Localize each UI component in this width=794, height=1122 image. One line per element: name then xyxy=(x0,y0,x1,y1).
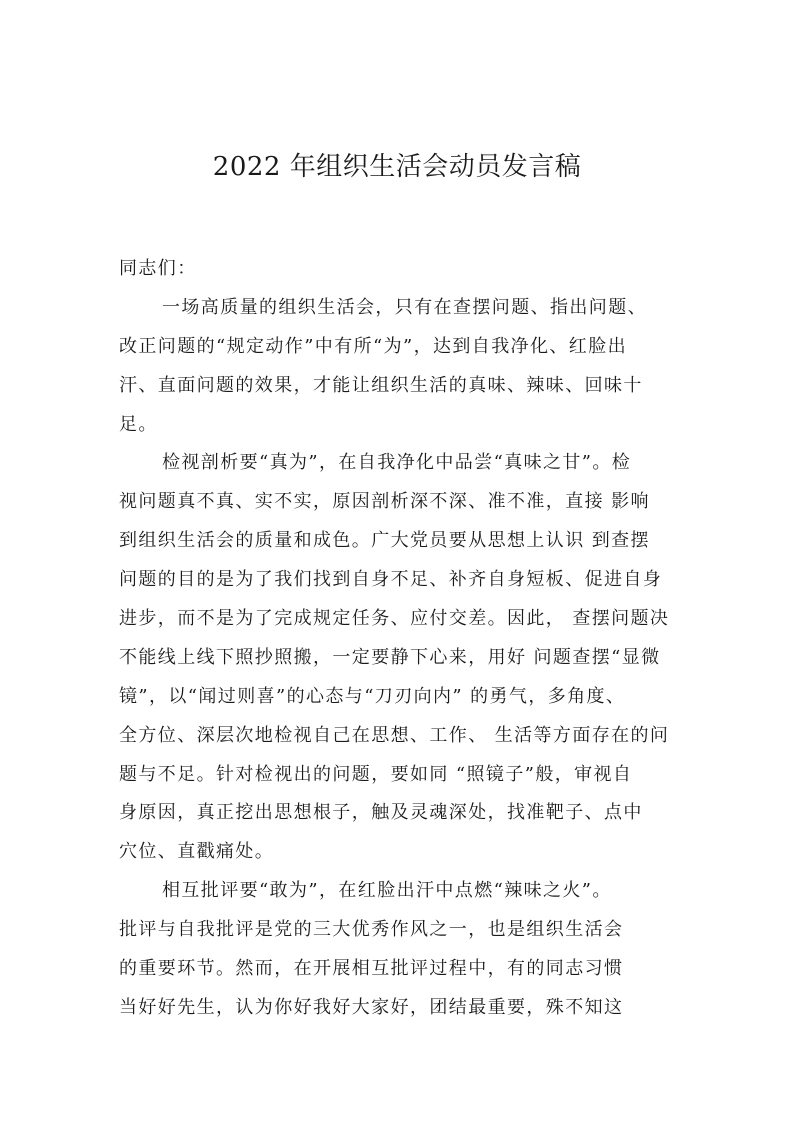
paragraph-1-line-2: 改正问题的“规定动作”中有所“为”，达到自我净化、红脸出 xyxy=(119,335,628,357)
document-title: 2022 年组织生活会动员发言稿 xyxy=(212,152,582,182)
paragraph-3-line-3: 的重要环节。然而，在开展相互批评过程中，有的同志习惯 xyxy=(119,958,624,980)
paragraph-2-line-5: 进步，而不是为了完成规定任务、应付交差。因此， 查摆问题决 xyxy=(119,608,670,630)
document-body xyxy=(119,250,694,1028)
paragraph-2-line-10: 身原因，真正挖出思想根子，触及灵魂深处，找准靶子、点中 xyxy=(119,802,643,824)
paragraph-2-line-7: 镜”，以“闻过则喜”的心态与“刀刃向内” 的勇气，多角度、 xyxy=(119,685,626,707)
paragraph-2-line-8: 全方位、深层次地检视自己在思想、工作、 生活等方面存在的问 xyxy=(119,724,670,746)
paragraph-3-line-1: 相互批评要“敢为”，在红脸出汗中点燃“辣味之火”。 xyxy=(162,880,612,902)
paragraph-2-line-6: 不能线上线下照抄照搬，一定要静下心来，用好 问题查摆“显微 xyxy=(119,646,661,668)
paragraph-2-line-9: 题与不足。针对检视出的问题，要如同 “照镜子”般，审视自 xyxy=(119,763,633,785)
paragraph-3-line-4: 当好好先生，认为你好我好大家好，团结最重要，殊不知这 xyxy=(119,996,624,1018)
greeting-line: 同志们： xyxy=(119,258,197,279)
paragraph-1-line-4: 足。 xyxy=(119,413,158,435)
paragraph-2-line-2: 视问题真不真、实不实，原因剖析深不深、准不准，直接 影响 xyxy=(119,491,650,513)
paragraph-3-line-2: 批评与自我批评是党的三大优秀作风之一，也是组织生活会 xyxy=(119,919,624,941)
paragraph-1-line-1: 一场高质量的组织生活会，只有在查摆问题、指出问题、 xyxy=(162,296,647,318)
paragraph-1-line-3: 汗、直面问题的效果，才能让组织生活的真味、辣味、回味十 xyxy=(119,374,643,396)
paragraph-2-line-1: 检视剖析要“真为”，在自我净化中品尝“真味之甘”。检 xyxy=(162,452,632,474)
paragraph-2-line-4: 问题的目的是为了我们找到自身不足、补齐自身短板、促进自身 xyxy=(119,569,663,591)
paragraph-2-line-11: 穴位、直戳痛处。 xyxy=(119,841,275,863)
paragraph-2-line-3: 到组织生活会的质量和成色。广大党员要从思想上认识 到查摆 xyxy=(119,530,650,552)
